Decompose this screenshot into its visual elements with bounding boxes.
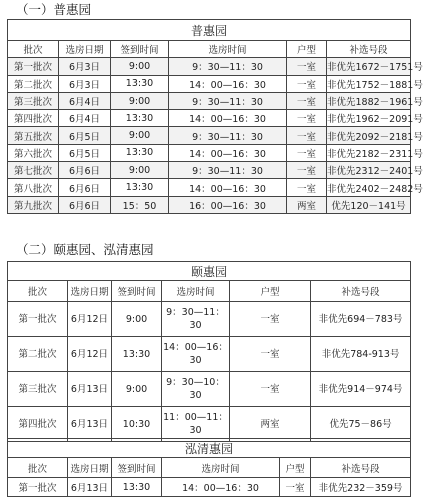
number-range-cell: 非优先2312－2401号 [327, 162, 411, 179]
selection-time-cell: 9：30—11：30 [169, 92, 287, 109]
checkin-time-cell: 15：50 [111, 196, 169, 213]
column-header: 选房时间 [169, 41, 287, 58]
date-cell: 6月4日 [59, 110, 111, 127]
table-title: 泓清惠园 [8, 439, 411, 458]
number-range-cell: 非优先784-913号 [311, 337, 411, 372]
selection-time-cell: 16：00—16：30 [169, 196, 287, 213]
selection-time-cell: 14：00—16：30 [169, 144, 287, 161]
table-header-row [8, 458, 411, 478]
table-row [8, 92, 411, 109]
unit-type-cell: 一室 [280, 478, 311, 497]
checkin-time-cell: 10:30 [112, 407, 162, 442]
number-range-cell: 非优先1752－1881号 [327, 75, 411, 92]
selection-time-cell: 14：00—16：30 [162, 337, 230, 372]
number-range-cell: 非优先694－783号 [311, 302, 411, 337]
column-header: 批次 [8, 458, 68, 478]
table-header-row [8, 41, 411, 58]
table-row [8, 407, 411, 442]
unit-type-cell: 一室 [230, 372, 311, 407]
table-row [8, 196, 411, 213]
checkin-time-cell: 13:30 [112, 478, 162, 497]
column-header: 批次 [8, 41, 59, 58]
batch-cell: 第四批次 [8, 407, 68, 442]
column-header: 补选号段 [327, 41, 411, 58]
table-title: 颐惠园 [8, 262, 411, 281]
table-title: 普惠园 [8, 20, 411, 41]
column-header: 户型 [280, 458, 311, 478]
puhui-schedule-table [7, 19, 423, 214]
unit-type-cell: 一室 [287, 92, 327, 109]
table-row [8, 478, 411, 497]
selection-time-cell: 9：30—11：30 [169, 58, 287, 75]
selection-time-cell: 9：30—11：30 [169, 162, 287, 179]
number-range-cell: 优先120－141号 [327, 196, 411, 213]
column-header: 批次 [8, 281, 68, 302]
column-header: 选房日期 [59, 41, 111, 58]
checkin-time-cell: 13:30 [111, 179, 169, 196]
column-header: 补选号段 [311, 281, 411, 302]
column-header: 选房日期 [68, 458, 112, 478]
number-range-cell: 非优先232－359号 [311, 478, 411, 497]
table-row [8, 162, 411, 179]
table-row [8, 372, 411, 407]
unit-type-cell: 一室 [230, 337, 311, 372]
checkin-time-cell: 13:30 [111, 144, 169, 161]
checkin-time-cell: 9:00 [111, 92, 169, 109]
date-cell: 6月13日 [68, 478, 112, 497]
checkin-time-cell: 9:00 [112, 302, 162, 337]
batch-cell: 第一批次 [8, 302, 68, 337]
table-row [8, 144, 411, 161]
number-range-cell: 优先75－86号 [311, 407, 411, 442]
number-range-cell: 非优先1962－2091号 [327, 110, 411, 127]
date-cell: 6月13日 [68, 372, 112, 407]
batch-cell: 第一批次 [8, 478, 68, 497]
date-cell: 6月6日 [59, 196, 111, 213]
column-header: 户型 [287, 41, 327, 58]
number-range-cell: 非优先2182－2311号 [327, 144, 411, 161]
date-cell: 6月13日 [68, 407, 112, 442]
batch-cell: 第一批次 [8, 58, 59, 75]
table-row [8, 127, 411, 144]
date-cell: 6月6日 [59, 162, 111, 179]
selection-time-cell: 9：30—10：30 [162, 372, 230, 407]
number-range-cell: 非优先2092－2181号 [327, 127, 411, 144]
unit-type-cell: 一室 [287, 144, 327, 161]
selection-time-cell: 14：00—16：30 [169, 179, 287, 196]
column-header: 补选号段 [311, 458, 411, 478]
selection-time-cell: 14：00—16：30 [169, 110, 287, 127]
date-cell: 6月5日 [59, 127, 111, 144]
batch-cell: 第二批次 [8, 337, 68, 372]
table-row [8, 337, 411, 372]
checkin-time-cell: 13:30 [112, 337, 162, 372]
column-header: 签到时间 [112, 281, 162, 302]
date-cell: 6月3日 [59, 75, 111, 92]
checkin-time-cell: 9:00 [112, 372, 162, 407]
checkin-time-cell: 9:00 [111, 58, 169, 75]
batch-cell: 第四批次 [8, 110, 59, 127]
table-row [8, 110, 411, 127]
selection-time-cell: 14：00—16：30 [169, 75, 287, 92]
selection-time-cell: 14：00—16：30 [162, 478, 280, 497]
yihui-schedule-table [7, 261, 411, 442]
number-range-cell: 非优先1672－1751号 [327, 58, 411, 75]
checkin-time-cell: 9:00 [111, 127, 169, 144]
batch-cell: 第三批次 [8, 372, 68, 407]
selection-time-cell: 9：30—11：30 [162, 302, 230, 337]
table-row [8, 75, 411, 92]
number-range-cell: 非优先914－974号 [311, 372, 411, 407]
number-range-cell: 非优先1882－1961号 [327, 92, 411, 109]
hongqing-schedule-table [7, 438, 411, 497]
batch-cell: 第三批次 [8, 92, 59, 109]
batch-cell: 第二批次 [8, 75, 59, 92]
column-header: 户型 [230, 281, 311, 302]
checkin-time-cell: 9:00 [111, 162, 169, 179]
date-cell: 6月12日 [68, 337, 112, 372]
table-row [8, 179, 411, 196]
checkin-time-cell: 13:30 [111, 110, 169, 127]
date-cell: 6月6日 [59, 179, 111, 196]
column-header: 选房时间 [162, 458, 280, 478]
table-row [8, 58, 411, 75]
selection-time-cell: 11：00—11：30 [162, 407, 230, 442]
batch-cell: 第八批次 [8, 179, 59, 196]
column-header: 签到时间 [111, 41, 169, 58]
column-header: 选房时间 [162, 281, 230, 302]
date-cell: 6月3日 [59, 58, 111, 75]
unit-type-cell: 一室 [287, 179, 327, 196]
unit-type-cell: 一室 [287, 75, 327, 92]
selection-time-cell: 9：30—11：30 [169, 127, 287, 144]
section-heading-puhui: （一）普惠园 [16, 2, 92, 17]
batch-cell: 第九批次 [8, 196, 59, 213]
number-range-cell: 非优先2402－2482号 [327, 179, 411, 196]
table-row [8, 302, 411, 337]
unit-type-cell: 一室 [287, 58, 327, 75]
checkin-time-cell: 13:30 [111, 75, 169, 92]
unit-type-cell: 一室 [230, 302, 311, 337]
section-heading-yihui-hongqing: （二）颐惠园、泓清惠园 [16, 242, 154, 257]
column-header: 选房日期 [68, 281, 112, 302]
unit-type-cell: 两室 [230, 407, 311, 442]
batch-cell: 第五批次 [8, 127, 59, 144]
unit-type-cell: 一室 [287, 127, 327, 144]
unit-type-cell: 一室 [287, 162, 327, 179]
column-header: 签到时间 [112, 458, 162, 478]
date-cell: 6月4日 [59, 92, 111, 109]
batch-cell: 第七批次 [8, 162, 59, 179]
unit-type-cell: 一室 [287, 110, 327, 127]
batch-cell: 第六批次 [8, 144, 59, 161]
date-cell: 6月5日 [59, 144, 111, 161]
unit-type-cell: 两室 [287, 196, 327, 213]
table-header-row [8, 281, 411, 302]
date-cell: 6月12日 [68, 302, 112, 337]
